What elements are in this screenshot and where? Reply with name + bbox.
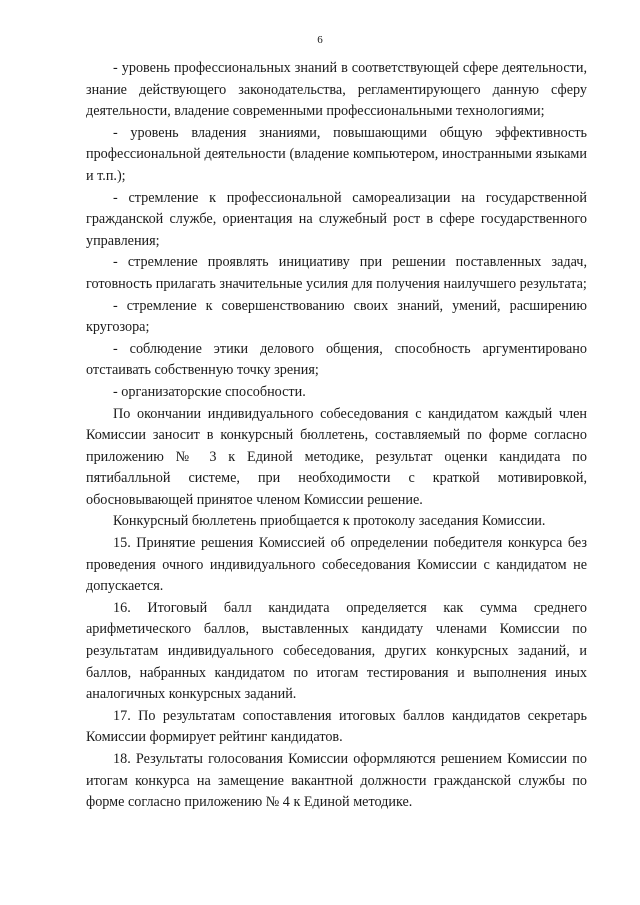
clause-17: 17. По результатам сопоставления итоговых баллов кандидатов секретарь Комиссии формирует рейтинг кандидатов. — [86, 707, 587, 746]
page-number: 6 — [317, 34, 323, 46]
clause-15: 15. Принятие решения Комиссией об определении победителя конкурса без проведения очного индивидуального собеседования Комиссии с кандидатом не допускается. — [86, 535, 587, 595]
clause-16: 16. Итоговый балл кандидата определяется как сумма среднего арифметического баллов, выставленных кандидату членами Комиссии по результатам индивидуального собеседования, других конкурсных заданий, и баллов, набранных кандидатом по итогам тестирования и выполнения иных аналогичных конкурсных заданий. — [86, 599, 587, 703]
paragraph-ballot-entry: По окончании индивидуального собеседования с кандидатом каждый член Комиссии заносит в конкурсный бюллетень, составляемый по форме согласно приложению № 3 к Единой методике, результат оценки кандидата по пятибалльной системе, при необходимости с краткой мотивировкой, обосновывающей принятое членом Комиссии решение. — [86, 405, 587, 508]
criterion-organizational-skills: - организаторские способности. — [113, 383, 306, 400]
paragraph-ballot-attached: Конкурсный бюллетень приобщается к протоколу заседания Комиссии. — [113, 513, 546, 530]
criterion-business-ethics: - соблюдение этики делового общения, способность аргументировано отстаивать собственную точку зрения; — [86, 340, 587, 379]
criterion-self-realization: - стремление к профессиональной самореализации на государственной гражданской службе, ориентация на служебный рост в сфере государственного управления; — [86, 189, 587, 249]
criterion-self-improvement: - стремление к совершенствованию своих знаний, умений, расширению кругозора; — [86, 297, 587, 336]
clause-18: 18. Результаты голосования Комиссии оформляются решением Комиссии по итогам конкурса на замещение вакантной должности гражданской службы по форме согласно приложению № 4 к Единой методике. — [86, 751, 587, 811]
criterion-professional-knowledge: - уровень профессиональных знаний в соответствующей сфере деятельности, знание действующего законодательства, регламентирующего данную сферу деятельности, владение современными профессиональными технологиями; — [86, 60, 587, 120]
document-body — [86, 58, 587, 814]
criterion-general-skills: - уровень владения знаниями, повышающими общую эффективность профессиональной деятельности (владение компьютером, иностранными языками и т.п.); — [86, 124, 587, 184]
criterion-initiative: - стремление проявлять инициативу при решении поставленных задач, готовность прилагать значительные усилия для получения наилучшего результата; — [86, 254, 587, 292]
